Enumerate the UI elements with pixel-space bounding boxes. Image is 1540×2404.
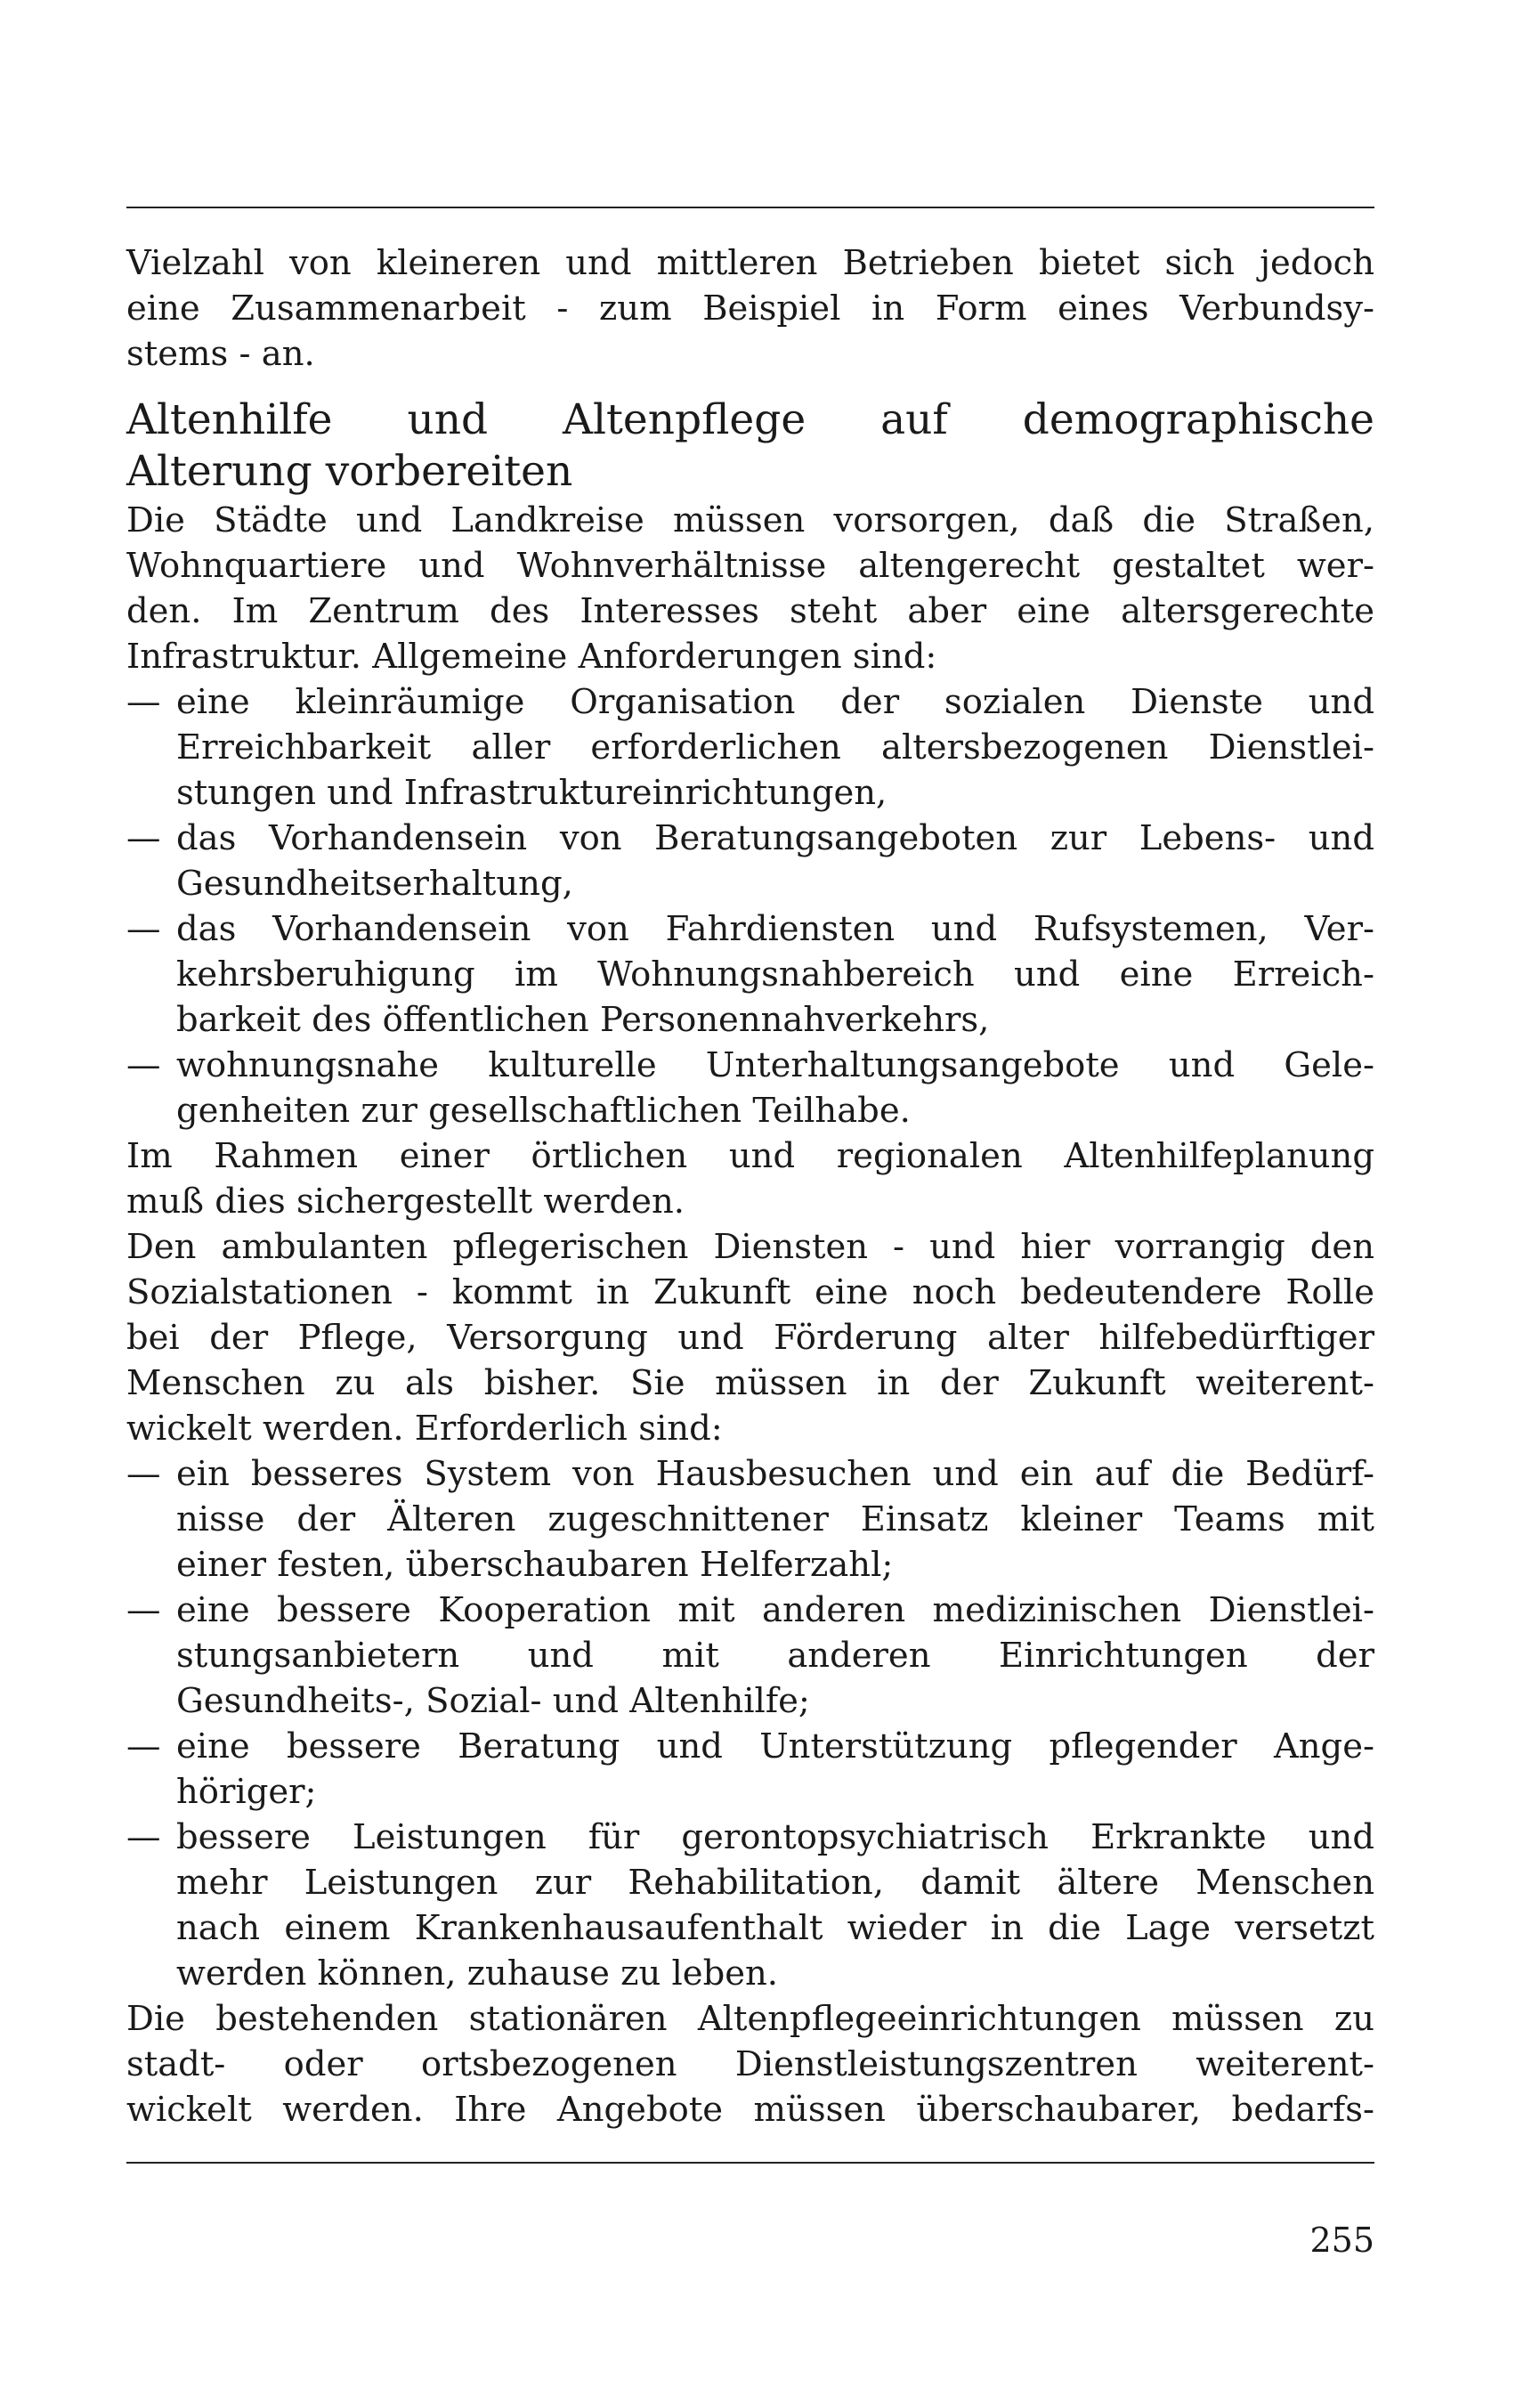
text-line: Gesundheits-, Sozial- und Altenhilfe; (176, 1681, 810, 1721)
text-line: kehrsberuhigung im Wohnungsnahbereich und eine Erreich- (176, 954, 1374, 995)
ambulant-services-list (126, 1451, 1374, 1996)
list-item (126, 679, 1374, 816)
dash-bullet: — (126, 1454, 161, 1494)
text-line: eine bessere Beratung und Unterstützung pflegender Ange- (176, 1726, 1374, 1766)
text-line: ein besseres System von Hausbesuchen und ein auf die Bedürf- (176, 1454, 1374, 1494)
list-item (126, 1815, 1374, 1996)
list-item (126, 1588, 1374, 1724)
text-line: Infrastruktur. Allgemeine Anforderungen sind: (126, 637, 937, 677)
text-line: muß dies sichergestellt werden. (126, 1182, 685, 1222)
dash-bullet: — (126, 818, 161, 858)
bottom-rule (126, 2162, 1374, 2164)
text-line: eine bessere Kooperation mit anderen medizinischen Dienstlei- (176, 1590, 1374, 1630)
paragraph (126, 1133, 1374, 1224)
text-line: das Vorhandensein von Beratungsangeboten zur Lebens- und (176, 818, 1374, 858)
text-line: nach einem Krankenhausaufenthalt wieder in die Lage versetzt (176, 1908, 1374, 1948)
dash-bullet: — (126, 1045, 161, 1085)
text-line: eine Zusammenarbeit - zum Beispiel in Form eines Verbundsy- (126, 288, 1374, 329)
text-line: stadt- oder ortsbezogenen Dienstleistungszentren weiterent- (126, 2044, 1374, 2084)
list-item (126, 1724, 1374, 1815)
text-line: wickelt werden. Ihre Angebote müssen überschaubarer, bedarfs- (126, 2090, 1374, 2130)
text-line: mehr Leistungen zur Rehabilitation, damit ältere Menschen (176, 1863, 1374, 1903)
text-line: Erreichbarkeit aller erforderlichen altersbezogenen Dienstlei- (176, 727, 1374, 767)
text-line: Die bestehenden stationären Altenpflegeeinrichtungen müssen zu (126, 1999, 1374, 2039)
requirements-list (126, 679, 1374, 1133)
text-line: Gesundheitserhaltung, (176, 864, 573, 904)
text-line: bessere Leistungen für gerontopsychiatrisch Erkrankte und (176, 1817, 1374, 1857)
text-line: Im Rahmen einer örtlichen und regionalen Altenhilfeplanung (126, 1136, 1374, 1176)
paragraph (126, 1996, 1374, 2132)
paragraph (126, 498, 1374, 679)
text-line: einer festen, überschaubaren Helferzahl; (176, 1545, 894, 1585)
dash-bullet: — (126, 909, 161, 949)
dash-bullet: — (126, 682, 161, 722)
text-line: Die Städte und Landkreise müssen vorsorgen, daß die Straßen, (126, 500, 1374, 540)
intro-paragraph (126, 240, 1374, 377)
dash-bullet: — (126, 1590, 161, 1630)
page-number: 255 (1309, 2221, 1374, 2260)
text-line: stems - an. (126, 334, 315, 374)
text-line: nisse der Älteren zugeschnittener Einsatz kleiner Teams mit (176, 1499, 1374, 1539)
list-item (126, 816, 1374, 906)
text-line: werden können, zuhause zu leben. (176, 1953, 779, 1994)
paragraph (126, 1224, 1374, 1451)
text-line: eine kleinräumige Organisation der sozialen Dienste und (176, 682, 1374, 722)
text-line: stungsanbietern und mit anderen Einrichtungen der (176, 1636, 1374, 1676)
list-item (126, 1451, 1374, 1588)
page-content (126, 240, 1374, 2132)
text-line: Wohnquartiere und Wohnverhältnisse altengerecht gestaltet wer- (126, 546, 1374, 586)
heading-line: Altenhilfe und Altenpflege auf demographische (126, 395, 1374, 444)
dash-bullet: — (126, 1726, 161, 1766)
text-line: höriger; (176, 1772, 317, 1812)
text-line: Sozialstationen - kommt in Zukunft eine noch bedeutendere Rolle (126, 1272, 1374, 1312)
text-line: genheiten zur gesellschaftlichen Teilhabe. (176, 1091, 911, 1131)
text-line: Vielzahl von kleineren und mittleren Betrieben bietet sich jedoch (126, 243, 1374, 283)
text-line: das Vorhandensein von Fahrdiensten und Rufsystemen, Ver- (176, 909, 1374, 949)
text-line: den. Im Zentrum des Interesses steht aber eine altersgerechte (126, 591, 1374, 631)
list-item (126, 906, 1374, 1043)
text-line: Den ambulanten pflegerischen Diensten - und hier vorrangig den (126, 1227, 1374, 1267)
text-line: stungen und Infrastruktureinrichtungen, (176, 773, 888, 813)
section-heading (126, 394, 1374, 498)
dash-bullet: — (126, 1817, 161, 1857)
text-line: wohnungsnahe kulturelle Unterhaltungsangebote und Gele- (176, 1045, 1374, 1085)
heading-line: Alterung vorbereiten (126, 447, 573, 496)
text-line: wickelt werden. Erforderlich sind: (126, 1409, 723, 1449)
text-line: bei der Pflege, Versorgung und Förderung alter hilfebedürftiger (126, 1318, 1374, 1358)
list-item (126, 1043, 1374, 1133)
top-rule (126, 207, 1374, 208)
text-line: barkeit des öffentlichen Personennahverkehrs, (176, 1000, 990, 1040)
text-line: Menschen zu als bisher. Sie müssen in der Zukunft weiterent- (126, 1363, 1374, 1403)
